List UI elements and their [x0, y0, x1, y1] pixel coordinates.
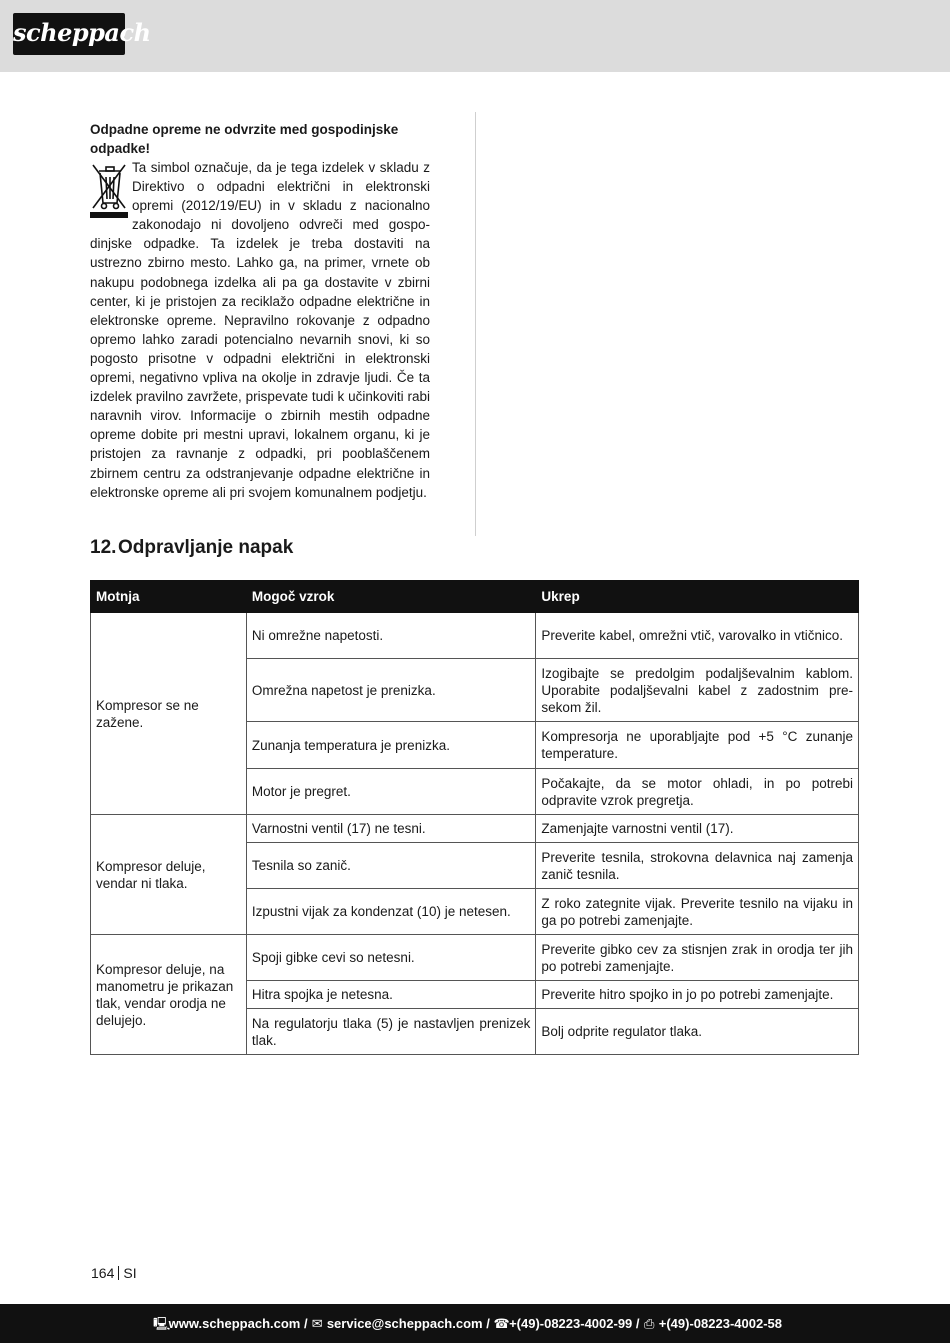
section-number: 12. — [90, 537, 117, 558]
column-header-cause: Mogoč vzrok — [246, 581, 536, 613]
table-row — [91, 815, 859, 843]
section-title: Odpravljanje napak — [118, 537, 294, 558]
footer-separator: / — [300, 1316, 312, 1331]
scheppach-logo: scheppach — [13, 13, 125, 55]
footer-band — [0, 1304, 950, 1343]
cause-cell: Omrežna napetost je prenizka. — [246, 659, 536, 722]
footer-separator: / — [632, 1316, 644, 1331]
crossed-out-wheelie-bin-icon — [90, 161, 128, 219]
disposal-notice — [90, 120, 430, 502]
remedy-cell: Počakajte, da se motor ohladi, in po potrebi odpravite vzrok pregretja. — [536, 769, 859, 815]
column-header-fault: Motnja — [91, 581, 247, 613]
footer-separator: / — [482, 1316, 494, 1331]
remedy-cell: Preverite tesnila, strokovna delavnica naj zamenja zanič tesnila. — [536, 843, 859, 889]
footer-fax: +(49)-08223-4002-58 — [658, 1316, 782, 1331]
email-icon: ✉ — [311, 1316, 323, 1331]
remedy-cell: Preverite kabel, omrežni vtič, varovalko in vtičnico. — [536, 613, 859, 659]
fault-cell: Kompresor deluje, vendar ni tlaka. — [91, 815, 247, 935]
page-number — [91, 1265, 137, 1281]
column-divider — [475, 112, 476, 536]
column-header-remedy: Ukrep — [536, 581, 859, 613]
cause-cell: Tesnila so zanič. — [246, 843, 536, 889]
troubleshooting-table — [90, 580, 859, 1055]
telephone-icon: ☎ — [493, 1316, 510, 1331]
computer-icon: 🖳 — [153, 1316, 171, 1331]
cause-cell: Spoji gibke cevi so netesni. — [246, 935, 536, 981]
remedy-cell: Zamenjajte varnostni ventil (17). — [536, 815, 859, 843]
footer-contact — [153, 1304, 782, 1343]
table-header-row — [91, 581, 859, 613]
page-number-value: 164 — [91, 1265, 115, 1281]
table-row — [91, 935, 859, 981]
footer-phone: +(49)-08223-4002-99 — [509, 1316, 633, 1331]
footer-email[interactable]: service@scheppach.com — [326, 1316, 483, 1331]
remedy-cell: Preverite gibko cev za stisnjen zrak in orodja ter jih po potrebi zamenjajte. — [536, 935, 859, 981]
disposal-text-block — [90, 158, 430, 502]
disposal-text: Ta simbol označuje, da je tega izdelek v skladu z Direktivo o odpadni električni in elektronski opremi (2012/19/EU) in v skladu z nacionalno zakonodajo ni dovoljeno odvreči med gospodinjske odpadke. Ta izdelek je treba dostaviti na ustrezno zbirno mesto. Lahko ga, na primer, vrnete ob nakupu podobnega izdelka ali pa ga dostavite v zbirni center, ki je pristojen za reciklažo odpadne električne in elektronske opreme. Nepravilno rokovanje z odpadno opremo lahko zaradi potencialno nevarnih snovi, ki so pogosto prisotne v odpadni električni in elektronski opremi, negativno vpliva na okolje in zdravje ljudi. Če ta izdelek pravilno zavržete, prispevate tudi k učinkoviti rabi naravnih virov. Informacije o zbirnih mestih odpadne opreme dobite pri mestni upravi, lokalnem organu, ki je pristojen za ravnanje z odpadki, pri pooblaščenem zbirnem centru za odstranjevanje odpadne električne in elektronske opreme ali pri svojem komunalnem podjetju. — [90, 160, 430, 500]
cause-cell: Izpustni vijak za kondenzat (10) je netesen. — [246, 889, 536, 935]
cause-cell: Na regulatorju tlaka (5) je nastavljen prenizek tlak. — [246, 1009, 536, 1055]
footer-website[interactable]: www.scheppach.com — [168, 1316, 301, 1331]
cause-cell: Motor je pregret. — [246, 769, 536, 815]
fax-icon: ⎙ — [643, 1316, 655, 1331]
disposal-warning-title: Odpadne opreme ne odvrzite med gospodinjske odpadke! — [90, 122, 399, 156]
cause-cell: Ni omrežne napetosti. — [246, 613, 536, 659]
fault-cell: Kompresor deluje, na manometru je prikazan tlak, vendar orodja ne delujejo. — [91, 935, 247, 1055]
remedy-cell: Preverite hitro spojko in jo po potrebi zamenjajte. — [536, 981, 859, 1009]
fault-cell: Kompresor se ne zažene. — [91, 613, 247, 815]
remedy-cell: Kompresorja ne uporabljajte pod +5 °C zunanje temperature. — [536, 722, 859, 769]
page-language: SI — [123, 1265, 137, 1281]
header-band — [0, 0, 950, 72]
remedy-cell: Bolj odprite regulator tlaka. — [536, 1009, 859, 1055]
cause-cell: Hitra spojka je netesna. — [246, 981, 536, 1009]
remedy-cell: Izogibajte se predolgim podaljševalnim kablom. Uporabite podaljševalni kabel z zadostnim presekom žil. — [536, 659, 859, 722]
section-heading — [90, 537, 293, 559]
cause-cell: Zunanja temperatura je prenizka. — [246, 722, 536, 769]
cause-cell: Varnostni ventil (17) ne tesni. — [246, 815, 536, 843]
page-separator — [118, 1266, 119, 1280]
remedy-cell: Z roko zategnite vijak. Preverite tesnilo na vijaku in ga po potrebi zamenjajte. — [536, 889, 859, 935]
table-row — [91, 613, 859, 659]
